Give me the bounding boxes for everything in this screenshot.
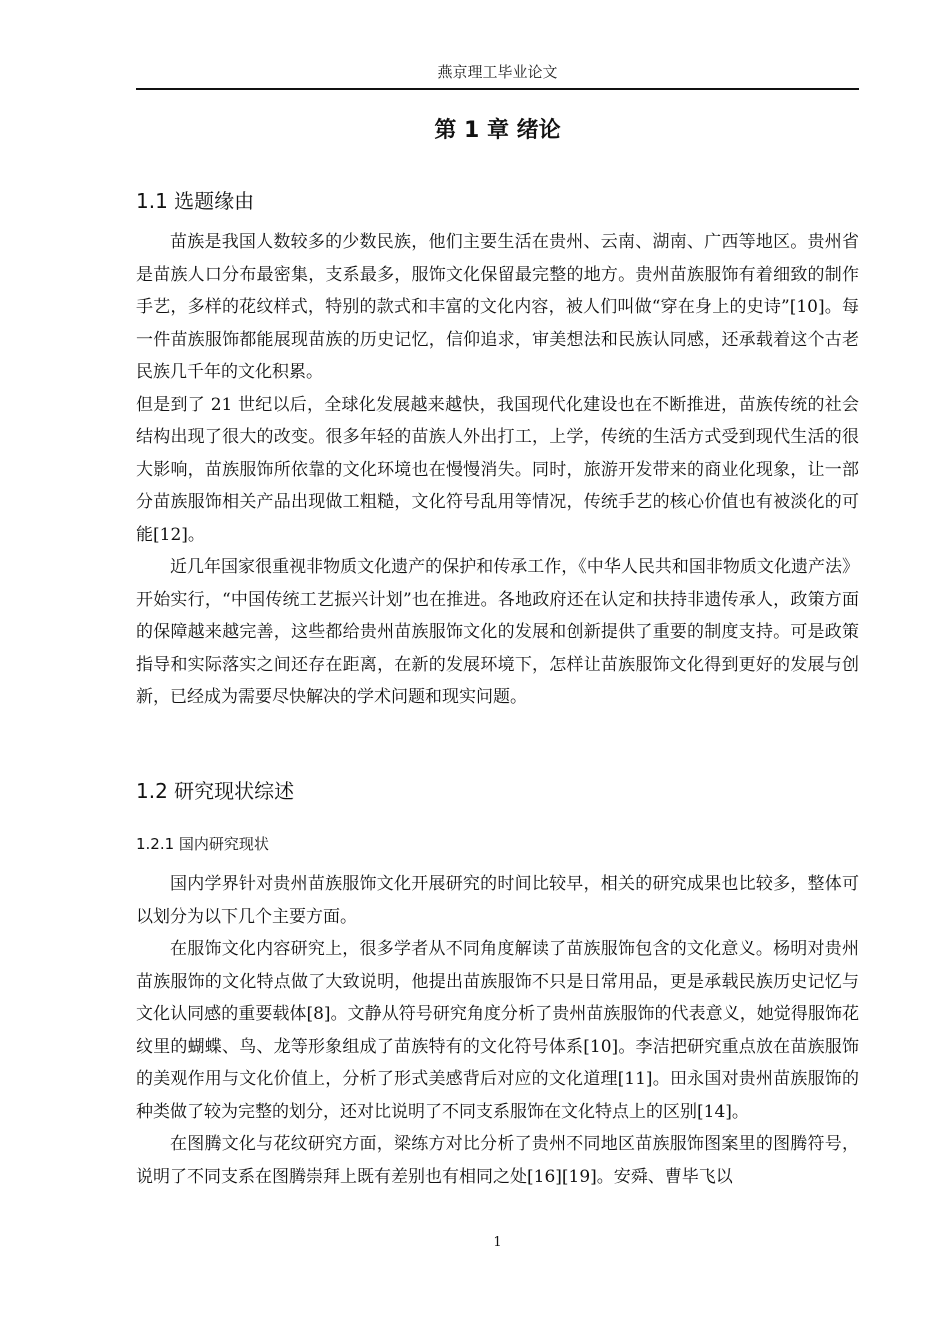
section-1-2-1-body <box>136 868 859 1193</box>
subsection-heading-1-2-1: 1.2.1 国内研究现状 <box>136 835 269 853</box>
paragraph: 近几年国家很重视非物质文化遗产的保护和传承工作，《中华人民共和国非物质文化遗产法》开始实行，“中国传统工艺振兴计划”也在推进。各地政府还在认定和扶持非遗传承人，政策方面的保障越来越完善，这些都给贵州苗族服饰文化的发展和创新提供了重要的制度支持。可是政策指导和实际落实之间还存在距离，在新的发展环境下，怎样让苗族服饰文化得到更好的发展与创新，已经成为需要尽快解决的学术问题和现实问题。 <box>136 557 859 707</box>
section-heading-1-1: 1.1 选题缘由 <box>136 189 255 213</box>
paragraph: 苗族是我国人数较多的少数民族，他们主要生活在贵州、云南、湖南、广西等地区。贵州省是苗族人口分布最密集，支系最多，服饰文化保留最完整的地方。贵州苗族服饰有着细致的制作手艺，多样的花纹样式，特别的款式和丰富的文化内容，被人们叫做“穿在身上的史诗”[10]。每一件苗族服饰都能展现苗族的历史记忆，信仰追求，审美想法和民族认同感，还承载着这个古老民族几千年的文化积累。 <box>136 232 859 382</box>
paragraph: 在图腾文化与花纹研究方面，梁练方对比分析了贵州不同地区苗族服饰图案里的图腾符号，说明了不同支系在图腾崇拜上既有差别也有相同之处[16][19]。安舜、曹毕飞以 <box>136 1134 859 1187</box>
paragraph: 在服饰文化内容研究上，很多学者从不同角度解读了苗族服饰包含的文化意义。杨明对贵州苗族服饰的文化特点做了大致说明，他提出苗族服饰不只是日常用品，更是承载民族历史记忆与文化认同感的重要载体[8]。文静从符号研究角度分析了贵州苗族服饰的代表意义，她觉得服饰花纹里的蝴蝶、鸟、龙等形象组成了苗族特有的文化符号体系[10]。李洁把研究重点放在苗族服饰的美观作用与文化价值上，分析了形式美感背后对应的文化道理[11]。田永国对贵州苗族服饰的种类做了较为完整的划分，还对比说明了不同支系服饰在文化特点上的区别[14]。 <box>136 939 859 1122</box>
section-1-1-body <box>136 226 859 714</box>
section-heading-1-2: 1.2 研究现状综述 <box>136 779 295 803</box>
paragraph: 国内学界针对贵州苗族服饰文化开展研究的时间比较早，相关的研究成果也比较多，整体可以划分为以下几个主要方面。 <box>136 874 859 927</box>
page-number: 1 <box>493 1235 502 1250</box>
running-header: 燕京理工毕业论文 <box>437 63 558 81</box>
header-rule <box>136 88 859 90</box>
chapter-title: 第 1 章 绪论 <box>434 118 561 143</box>
paragraph: 但是到了 21 世纪以后，全球化发展越来越快，我国现代化建设也在不断推进，苗族传统的社会结构出现了很大的改变。很多年轻的苗族人外出打工，上学，传统的生活方式受到现代生活的很大影响，苗族服饰所依靠的文化环境也在慢慢消失。同时，旅游开发带来的商业化现象，让一部分苗族服饰相关产品出现做工粗糙，文化符号乱用等情况，传统手艺的核心价值也有被淡化的可能[12]。 <box>136 394 859 545</box>
